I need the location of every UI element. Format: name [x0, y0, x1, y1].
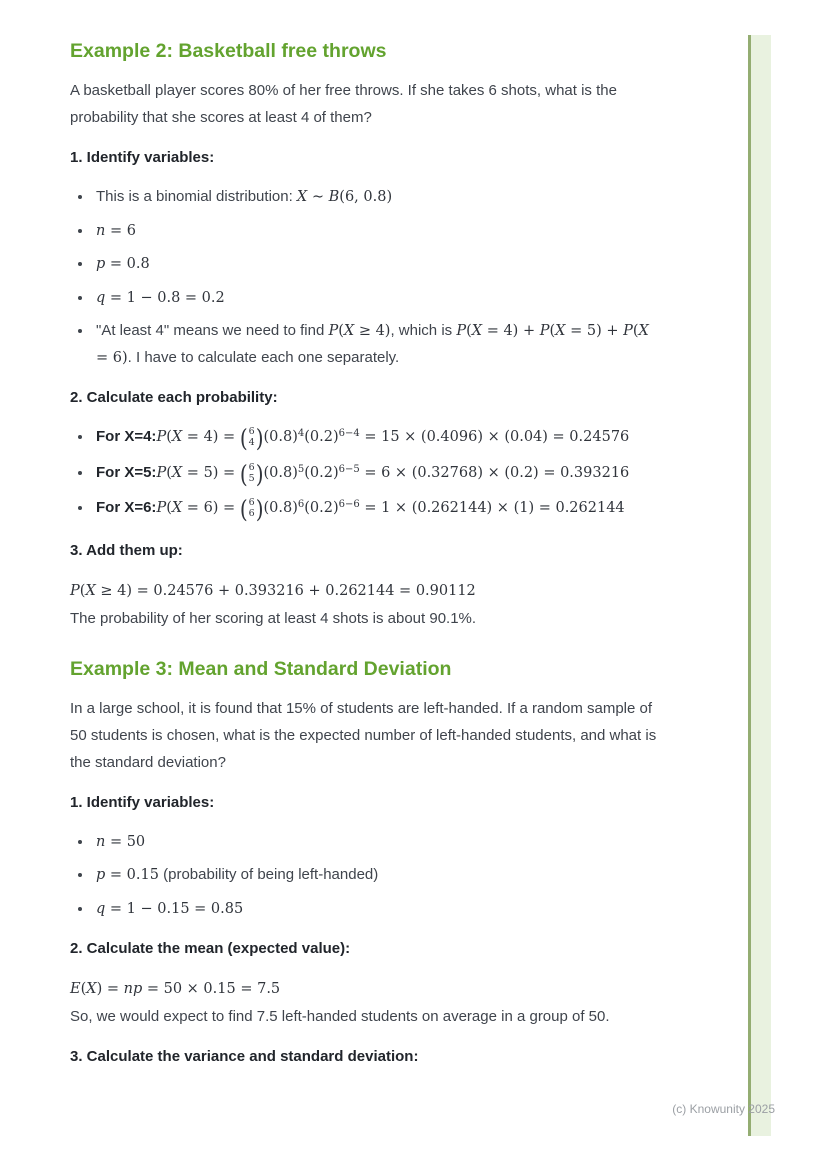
bullet-item — [93, 862, 662, 889]
step-heading: 2. Calculate each probability: — [70, 389, 278, 406]
section-heading: Example 3: Mean and Standard Deviation — [70, 657, 452, 680]
math-token: (0.8) — [263, 464, 298, 481]
math-token: = 5) = — [182, 464, 240, 481]
paragraph — [70, 695, 662, 776]
bullet-item — [93, 285, 662, 312]
math-expression — [70, 981, 280, 997]
math-expression — [96, 223, 136, 239]
math-token: ) = — [96, 981, 124, 997]
math-token: np — [123, 981, 143, 997]
paragraph — [70, 975, 662, 1030]
math-token: ( — [549, 323, 556, 339]
math-token: = 6) = — [182, 500, 240, 516]
math-token: X — [171, 429, 183, 445]
paragraph — [70, 77, 662, 131]
text-run: (probability of being left-handed) — [158, 866, 379, 883]
math-token: = 1 − 0.8 = 0.2 — [105, 289, 225, 306]
math-token: X — [343, 323, 355, 339]
math-token: P — [456, 323, 467, 339]
paren-close: ) — [255, 423, 264, 453]
choose-bottom: 6 — [248, 508, 255, 519]
bullet-item — [93, 495, 662, 524]
step-heading: 1. Identify variables: — [70, 149, 215, 166]
math-expression — [96, 256, 150, 272]
math-token: (0.2) — [304, 500, 339, 516]
math-token: P — [156, 464, 167, 481]
math-token: ( — [466, 323, 472, 339]
math-token: ( — [166, 429, 172, 445]
math-token: = 6) — [96, 349, 128, 366]
math-token: (0.8) — [263, 500, 298, 516]
math-token: = 6 × (0.32768) × (0.2) = 0.393216 — [359, 464, 630, 481]
step-heading: 3. Calculate the variance and standard deviation: — [70, 1048, 419, 1065]
bullet-item — [93, 460, 662, 489]
math-token: 6−5 — [338, 463, 360, 475]
math-token: X — [638, 323, 649, 339]
math-token: = 0.8 — [105, 256, 150, 272]
text-run: , which is — [390, 322, 457, 339]
math-expression — [156, 494, 625, 524]
text-run: The probability of her scoring at least 4 shots is about 90.1%. — [70, 609, 477, 627]
bullet-item — [93, 218, 662, 245]
text-run: A basketball player scores 80% of her free throws. If she takes 6 shots, what is the probability that she scores at least 4 of them? — [70, 82, 617, 126]
math-token: q — [96, 900, 106, 917]
math-token: ( — [80, 981, 87, 997]
math-token: X — [171, 464, 183, 481]
math-expression — [96, 290, 225, 306]
bold-label: For X=4: — [96, 428, 157, 445]
bullet-item — [93, 318, 662, 371]
choose-stack — [248, 498, 256, 520]
math-token: X — [85, 582, 96, 599]
paren-open: ( — [239, 423, 248, 453]
choose-bottom: 5 — [248, 472, 255, 484]
math-expression — [156, 459, 630, 488]
math-token: ( — [79, 582, 86, 599]
bold-label: For X=6: — [96, 499, 157, 516]
math-token: 6−4 — [338, 428, 360, 439]
math-token: = 15 × (0.4096) × (0.04) = 0.24576 — [359, 429, 630, 445]
math-token: P — [623, 323, 633, 339]
step-heading: 3. Add them up: — [70, 541, 183, 559]
math-token: P — [156, 500, 167, 516]
math-expression — [328, 323, 390, 339]
math-token: ≥ 4) = 0.24576 + 0.393216 + 0.262144 = 0.90112 — [95, 582, 476, 599]
choose-top: 6 — [248, 461, 255, 473]
bullet-list — [70, 184, 662, 371]
math-token: = 5) + — [565, 323, 624, 339]
math-token: P — [70, 582, 80, 599]
math-token: = 50 × 0.15 = 7.5 — [142, 981, 281, 997]
bold-label: For X=5: — [96, 463, 157, 481]
math-token: ≥ 4) — [354, 323, 391, 339]
text-run: "At least 4" means we need to find — [96, 322, 329, 339]
step-heading: 1. Identify variables: — [70, 793, 215, 811]
math-token: n — [96, 833, 106, 850]
math-token: 6 — [297, 499, 305, 510]
math-token: 4 — [297, 428, 305, 439]
bullet-list — [70, 829, 662, 923]
math-token: (0.8) — [263, 429, 298, 445]
decorative-green-strip — [748, 35, 771, 1136]
math-token: p — [96, 867, 106, 883]
math-expression — [70, 583, 476, 599]
text-run: This is a binomial distribution: — [96, 188, 297, 205]
text-run: In a large school, it is found that 15% of students are left-handed. If a random sample of 50 students is chosen, what is the expected number of left-handed students, and what is the standard deviation? — [70, 699, 657, 771]
math-token: (0.2) — [304, 464, 339, 481]
choose-stack — [248, 427, 256, 449]
bullet-list — [70, 424, 662, 524]
bullet-item — [93, 829, 662, 856]
math-token: p — [96, 256, 106, 272]
math-token: = 0.15 — [105, 867, 159, 883]
math-expression — [156, 423, 630, 453]
math-token: X — [555, 323, 566, 339]
bullet-item — [93, 896, 662, 923]
paren-open: ( — [239, 494, 248, 524]
math-expression — [96, 867, 159, 883]
math-token: X — [296, 189, 308, 205]
binomial-coefficient — [239, 423, 264, 453]
math-token: P — [328, 323, 339, 339]
bullet-item — [93, 251, 662, 278]
document-body — [70, 40, 662, 1083]
paren-close: ) — [255, 459, 264, 488]
math-token: = 4) = — [182, 429, 240, 445]
footer-credit: (c) Knowunity 2025 — [672, 1102, 775, 1116]
paragraph — [70, 577, 662, 632]
bullet-item — [93, 184, 662, 211]
step-heading: 2. Calculate the mean (expected value): — [70, 940, 351, 957]
math-token: = 1 × (0.262144) × (1) = 0.262144 — [359, 500, 625, 516]
math-token: 5 — [297, 463, 305, 475]
math-token: B — [328, 189, 340, 205]
math-token: X — [171, 500, 183, 516]
math-token: ( — [338, 323, 344, 339]
math-token: E — [70, 981, 81, 997]
text-run: . I have to calculate each one separately. — [127, 348, 400, 366]
choose-top: 6 — [248, 497, 255, 509]
math-token: = 6 — [105, 222, 136, 239]
math-token: P — [539, 323, 550, 339]
math-token: P — [156, 429, 167, 445]
math-token: ∼ — [307, 189, 329, 205]
choose-stack — [248, 463, 256, 485]
math-token: 6−6 — [338, 499, 360, 510]
math-token: X — [471, 323, 483, 339]
math-expression — [96, 834, 145, 850]
math-token: n — [96, 222, 106, 239]
math-token: (6, 0.8) — [339, 189, 393, 205]
math-token: X — [86, 981, 97, 997]
math-expression — [96, 901, 243, 917]
math-token: = 1 − 0.15 = 0.85 — [105, 900, 244, 917]
math-token: ( — [166, 500, 172, 516]
math-token: ( — [166, 464, 172, 481]
text-run: So, we would expect to find 7.5 left-handed students on average in a group of 50. — [70, 1008, 610, 1025]
math-token: = 50 — [105, 833, 146, 850]
paren-close: ) — [255, 494, 264, 524]
paren-open: ( — [239, 459, 248, 488]
choose-top: 6 — [248, 426, 255, 438]
section-heading: Example 2: Basketball free throws — [70, 40, 387, 62]
choose-bottom: 4 — [248, 437, 255, 448]
binomial-coefficient — [239, 494, 264, 524]
bullet-item — [93, 424, 662, 453]
math-token: = 4) + — [482, 323, 540, 339]
binomial-coefficient — [239, 459, 264, 488]
math-token: (0.2) — [304, 429, 339, 445]
math-token: ( — [632, 323, 639, 339]
math-token: q — [96, 289, 106, 306]
math-expression — [297, 189, 392, 205]
